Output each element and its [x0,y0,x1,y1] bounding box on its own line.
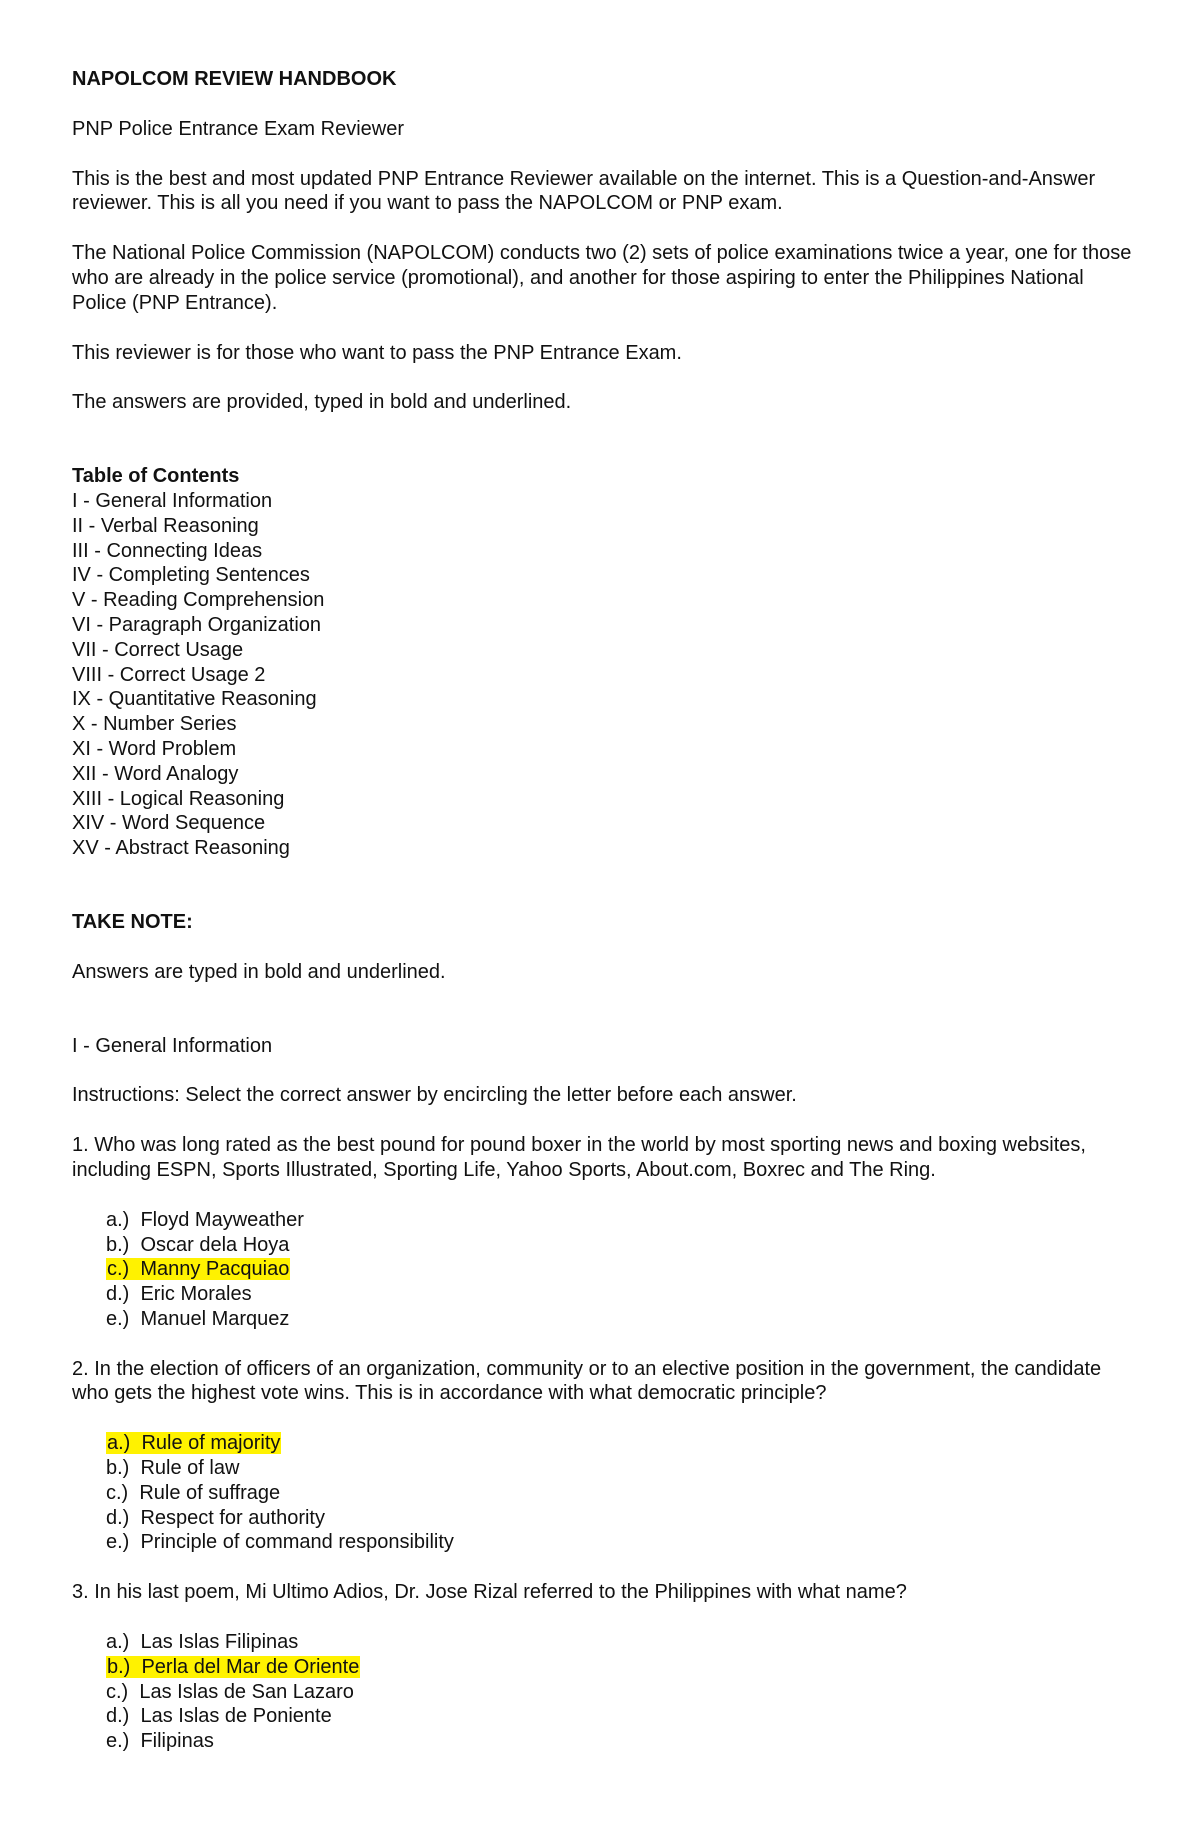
toc-item: VIII - Correct Usage 2 [72,663,266,686]
answer-options [72,1208,1132,1332]
document-title: NAPOLCOM REVIEW HANDBOOK [72,68,397,90]
document-page [72,67,1132,1754]
answer-option-label: e.) Principle of command responsibility [106,1531,454,1554]
question-text: 3. In his last poem, Mi Ultimo Adios, Dr. Jose Rizal referred to the Philippines with what name? [72,1581,907,1604]
question-text: 2. In the election of officers of an organization, community or to an elective position in the government, the candidate who gets the highest vote wins. This is in accordance with what democratic principle? [72,1357,1102,1405]
answer-option[interactable] [106,1307,1132,1332]
toc-item: VI - Paragraph Organization [72,613,322,636]
answer-option-label: c.) Rule of suffrage [106,1481,281,1504]
section-instructions: Instructions: Select the correct answer by encircling the letter before each answer. [72,1084,797,1107]
intro-paragraph: The National Police Commission (NAPOLCOM) conducts two (2) sets of police examinations twice a year, one for those who are already in the police service (promotional), and another for those aspiring to enter the Philippines National Police (PNP Entrance). [72,242,1132,314]
toc-item: XV - Abstract Reasoning [72,837,290,860]
intro-paragraph: This is the best and most updated PNP Entrance Reviewer available on the internet. This is a Question-and-Answer reviewer. This is all you need if you want to pass the NAPOLCOM or PNP exam. [72,167,1096,215]
toc-item: XI - Word Problem [72,737,237,760]
toc-item: V - Reading Comprehension [72,589,325,612]
question-text: 1. Who was long rated as the best pound for pound boxer in the world by most sporting news and boxing websites, including ESPN, Sports Illustrated, Sporting Life, Yahoo Sports, About.com, Boxrec and The Ring. [72,1134,1086,1181]
intro-paragraph: The answers are provided, typed in bold and underlined. [72,391,572,414]
toc-item: XII - Word Analogy [72,762,239,785]
answer-option[interactable] [106,1630,1132,1655]
toc-item: VII - Correct Usage [72,638,244,661]
document-subtitle: PNP Police Entrance Exam Reviewer [72,117,404,140]
answer-option[interactable] [106,1257,1132,1282]
answer-option[interactable] [106,1729,1132,1754]
table-of-contents [72,489,1132,861]
section-title: I - General Information [72,1034,273,1057]
answer-option-label: a.) Floyd Mayweather [106,1208,304,1231]
answer-option[interactable] [106,1282,1132,1307]
answer-option-label: b.) Oscar dela Hoya [106,1233,290,1256]
toc-item: I - General Information [72,489,273,512]
answer-option-label: a.) Rule of majority [107,1432,281,1455]
toc-item: II - Verbal Reasoning [72,514,259,537]
answer-option-label: c.) Manny Pacquiao [107,1258,290,1281]
answer-option[interactable] [106,1208,1132,1233]
answer-option-label: c.) Las Islas de San Lazaro [106,1680,354,1703]
answer-option[interactable] [106,1431,1132,1456]
answer-option[interactable] [106,1506,1132,1531]
toc-item: III - Connecting Ideas [72,539,263,562]
answer-option-label: d.) Respect for authority [106,1506,325,1529]
answer-option-label: d.) Las Islas de Poniente [106,1705,332,1728]
answer-option-label: d.) Eric Morales [106,1283,252,1306]
answer-option-label: a.) Las Islas Filipinas [106,1631,299,1654]
intro-paragraph: This reviewer is for those who want to pass the PNP Entrance Exam. [72,341,682,364]
toc-item: XIII - Logical Reasoning [72,787,285,810]
answer-option-label: e.) Filipinas [106,1730,214,1753]
answer-options [72,1431,1132,1555]
take-note-text: Answers are typed in bold and underlined. [72,960,446,983]
toc-item: IX - Quantitative Reasoning [72,688,317,711]
answer-options [72,1630,1132,1754]
answer-option[interactable] [106,1481,1132,1506]
answer-option[interactable] [106,1233,1132,1258]
take-note-heading: TAKE NOTE: [72,910,193,933]
toc-item: XIV - Word Sequence [72,812,266,835]
answer-option[interactable] [106,1530,1132,1555]
answer-option[interactable] [106,1704,1132,1729]
answer-option[interactable] [106,1680,1132,1705]
toc-heading: Table of Contents [72,465,240,488]
toc-item: X - Number Series [72,713,237,736]
answer-option[interactable] [106,1655,1132,1680]
toc-item: IV - Completing Sentences [72,564,310,587]
answer-option-label: b.) Rule of law [106,1457,240,1480]
answer-option-label: e.) Manuel Marquez [106,1307,290,1330]
answer-option[interactable] [106,1456,1132,1481]
answer-option-label: b.) Perla del Mar de Oriente [107,1655,360,1678]
